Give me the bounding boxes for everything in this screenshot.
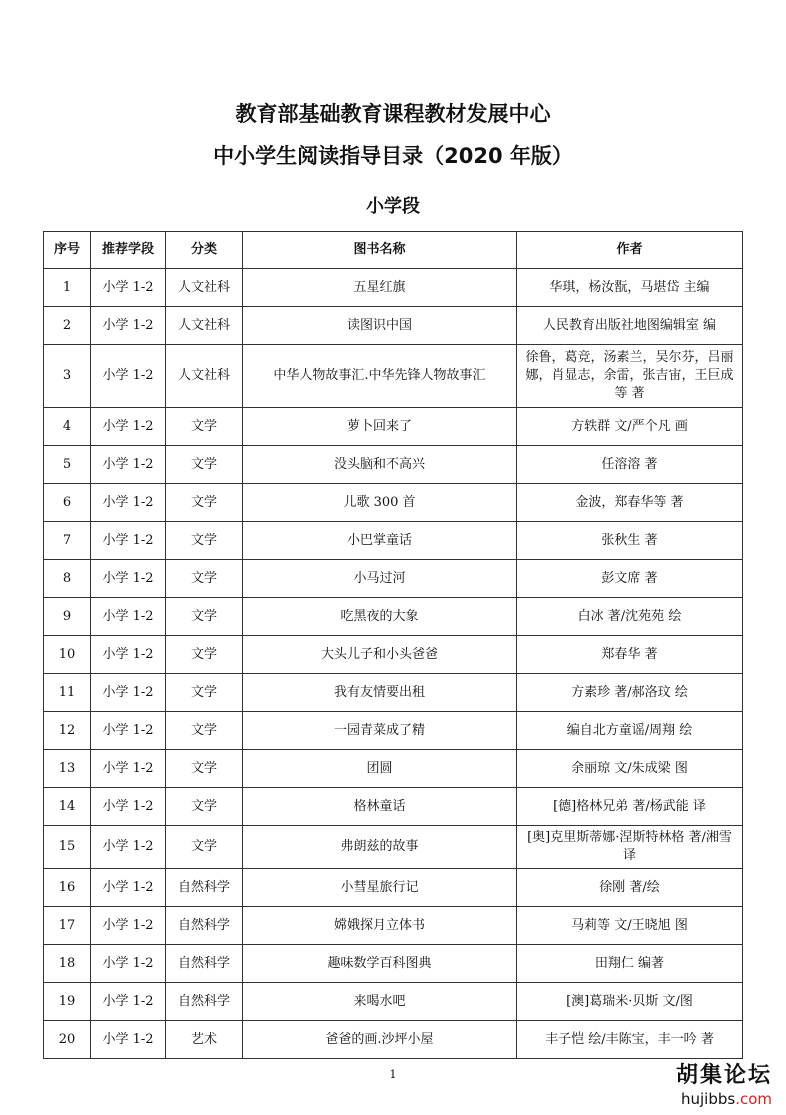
cell-author: 田翔仁 编著 (517, 945, 743, 983)
cell-category: 文学 (166, 522, 243, 560)
cell-stage: 小学 1-2 (91, 945, 166, 983)
document-title: 教育部基础教育课程教材发展中心 (235, 102, 551, 126)
cell-number: 20 (44, 1021, 91, 1059)
table-row (44, 907, 743, 945)
cell-category: 自然科学 (166, 945, 243, 983)
table-row (44, 712, 743, 750)
table-row (44, 307, 743, 345)
table-row (44, 983, 743, 1021)
cell-stage: 小学 1-2 (91, 983, 166, 1021)
cell-category: 人文社科 (166, 269, 243, 307)
table-row (44, 826, 743, 869)
document-subtitle: 中小学生阅读指导目录（2020 年版） (213, 144, 573, 168)
cell-author: [德]格林兄弟 著/杨武能 译 (517, 788, 743, 826)
cell-author: 金波，郑春华等 著 (517, 484, 743, 522)
cell-category: 文学 (166, 446, 243, 484)
table-row (44, 345, 743, 408)
cell-stage: 小学 1-2 (91, 408, 166, 446)
cell-title: 团圆 (243, 750, 517, 788)
cell-category: 文学 (166, 712, 243, 750)
cell-number: 11 (44, 674, 91, 712)
watermark-url (676, 1090, 772, 1108)
cell-title: 五星红旗 (243, 269, 517, 307)
cell-author: 徐鲁，葛竞，汤素兰，吴尔芬，吕丽娜，肖显志，余雷，张吉宙，王巨成等 著 (517, 345, 743, 408)
cell-stage: 小学 1-2 (91, 788, 166, 826)
cell-number: 14 (44, 788, 91, 826)
table-row (44, 788, 743, 826)
cell-stage: 小学 1-2 (91, 869, 166, 907)
cell-title: 小彗星旅行记 (243, 869, 517, 907)
cell-number: 7 (44, 522, 91, 560)
cell-title: 吃黑夜的大象 (243, 598, 517, 636)
cell-number: 1 (44, 269, 91, 307)
cell-title: 没头脑和不高兴 (243, 446, 517, 484)
cell-title: 儿歌 300 首 (243, 484, 517, 522)
cell-stage: 小学 1-2 (91, 750, 166, 788)
cell-number: 9 (44, 598, 91, 636)
column-header-number: 序号 (44, 232, 91, 269)
table-row (44, 674, 743, 712)
cell-title: 小马过河 (243, 560, 517, 598)
cell-author: 方素珍 著/郝洛玟 绘 (517, 674, 743, 712)
table-row (44, 869, 743, 907)
page-number: 1 (389, 1068, 397, 1081)
cell-title: 大头儿子和小头爸爸 (243, 636, 517, 674)
watermark-url-domain: hujibbs (680, 1090, 736, 1108)
cell-author: 张秋生 著 (517, 522, 743, 560)
cell-stage: 小学 1-2 (91, 712, 166, 750)
cell-author: 余丽琼 文/朱成梁 图 (517, 750, 743, 788)
cell-stage: 小学 1-2 (91, 560, 166, 598)
section-heading: 小学段 (366, 196, 420, 217)
table-body (44, 269, 743, 1059)
cell-author: 白冰 著/沈苑苑 绘 (517, 598, 743, 636)
cell-category: 文学 (166, 750, 243, 788)
table-row (44, 1021, 743, 1059)
cell-author: 任溶溶 著 (517, 446, 743, 484)
cell-stage: 小学 1-2 (91, 598, 166, 636)
cell-author: 编自北方童谣/周翔 绘 (517, 712, 743, 750)
cell-category: 人文社科 (166, 345, 243, 408)
cell-stage: 小学 1-2 (91, 674, 166, 712)
table-row (44, 408, 743, 446)
cell-stage: 小学 1-2 (91, 1021, 166, 1059)
cell-stage: 小学 1-2 (91, 826, 166, 869)
cell-title: 小巴掌童话 (243, 522, 517, 560)
cell-number: 16 (44, 869, 91, 907)
cell-number: 8 (44, 560, 91, 598)
table-row (44, 945, 743, 983)
cell-number: 12 (44, 712, 91, 750)
column-header-category: 分类 (166, 232, 243, 269)
book-list-table (43, 231, 743, 1059)
cell-category: 文学 (166, 484, 243, 522)
cell-title: 读图识中国 (243, 307, 517, 345)
cell-number: 17 (44, 907, 91, 945)
cell-category: 人文社科 (166, 307, 243, 345)
cell-title: 嫦娥探月立体书 (243, 907, 517, 945)
cell-stage: 小学 1-2 (91, 307, 166, 345)
table-row (44, 560, 743, 598)
cell-category: 艺术 (166, 1021, 243, 1059)
cell-number: 10 (44, 636, 91, 674)
cell-number: 15 (44, 826, 91, 869)
cell-title: 一园青菜成了精 (243, 712, 517, 750)
cell-category: 文学 (166, 674, 243, 712)
cell-category: 自然科学 (166, 869, 243, 907)
cell-category: 文学 (166, 826, 243, 869)
table-row (44, 484, 743, 522)
cell-category: 自然科学 (166, 983, 243, 1021)
table-row (44, 446, 743, 484)
cell-title: 格林童话 (243, 788, 517, 826)
table-row (44, 750, 743, 788)
cell-title: 弗朗兹的故事 (243, 826, 517, 869)
cell-number: 18 (44, 945, 91, 983)
cell-number: 3 (44, 345, 91, 408)
watermark-title: 胡集论坛 (675, 1063, 772, 1088)
cell-author: 人民教育出版社地图编辑室 编 (517, 307, 743, 345)
cell-number: 19 (44, 983, 91, 1021)
cell-stage: 小学 1-2 (91, 636, 166, 674)
cell-number: 6 (44, 484, 91, 522)
cell-title: 趣味数学百科图典 (243, 945, 517, 983)
column-header-author: 作者 (517, 232, 743, 269)
cell-stage: 小学 1-2 (91, 269, 166, 307)
cell-category: 文学 (166, 598, 243, 636)
table-row (44, 269, 743, 307)
cell-author: [澳]葛瑞米·贝斯 文/图 (517, 983, 743, 1021)
cell-author: 马莉等 文/王晓旭 图 (517, 907, 743, 945)
cell-title: 来喝水吧 (243, 983, 517, 1021)
cell-number: 4 (44, 408, 91, 446)
cell-stage: 小学 1-2 (91, 484, 166, 522)
cell-stage: 小学 1-2 (91, 345, 166, 408)
cell-stage: 小学 1-2 (91, 522, 166, 560)
watermark (676, 1062, 772, 1108)
cell-author: 郑春华 著 (517, 636, 743, 674)
watermark-url-tld: .com (735, 1090, 772, 1108)
cell-author: 方轶群 文/严个凡 画 (517, 408, 743, 446)
cell-author: 丰子恺 绘/丰陈宝，丰一吟 著 (517, 1021, 743, 1059)
cell-category: 文学 (166, 636, 243, 674)
cell-category: 文学 (166, 560, 243, 598)
cell-number: 5 (44, 446, 91, 484)
cell-title: 萝卜回来了 (243, 408, 517, 446)
cell-author: 徐刚 著/绘 (517, 869, 743, 907)
cell-author: [奥]克里斯蒂娜·涅斯特林格 著/湘雪 译 (517, 826, 743, 869)
cell-title: 爸爸的画.沙坪小屋 (243, 1021, 517, 1059)
cell-title: 我有友情要出租 (243, 674, 517, 712)
cell-number: 13 (44, 750, 91, 788)
cell-number: 2 (44, 307, 91, 345)
cell-stage: 小学 1-2 (91, 446, 166, 484)
cell-stage: 小学 1-2 (91, 907, 166, 945)
cell-author: 华琪，杨汝翫，马堪岱 主编 (517, 269, 743, 307)
table-row (44, 522, 743, 560)
cell-author: 彭文席 著 (517, 560, 743, 598)
cell-category: 文学 (166, 408, 243, 446)
cell-title: 中华人物故事汇.中华先锋人物故事汇 (243, 345, 517, 408)
column-header-stage: 推荐学段 (91, 232, 166, 269)
table-row (44, 598, 743, 636)
cell-category: 自然科学 (166, 907, 243, 945)
cell-category: 文学 (166, 788, 243, 826)
column-header-title: 图书名称 (243, 232, 517, 269)
table-header-row (44, 232, 743, 269)
table-row (44, 636, 743, 674)
